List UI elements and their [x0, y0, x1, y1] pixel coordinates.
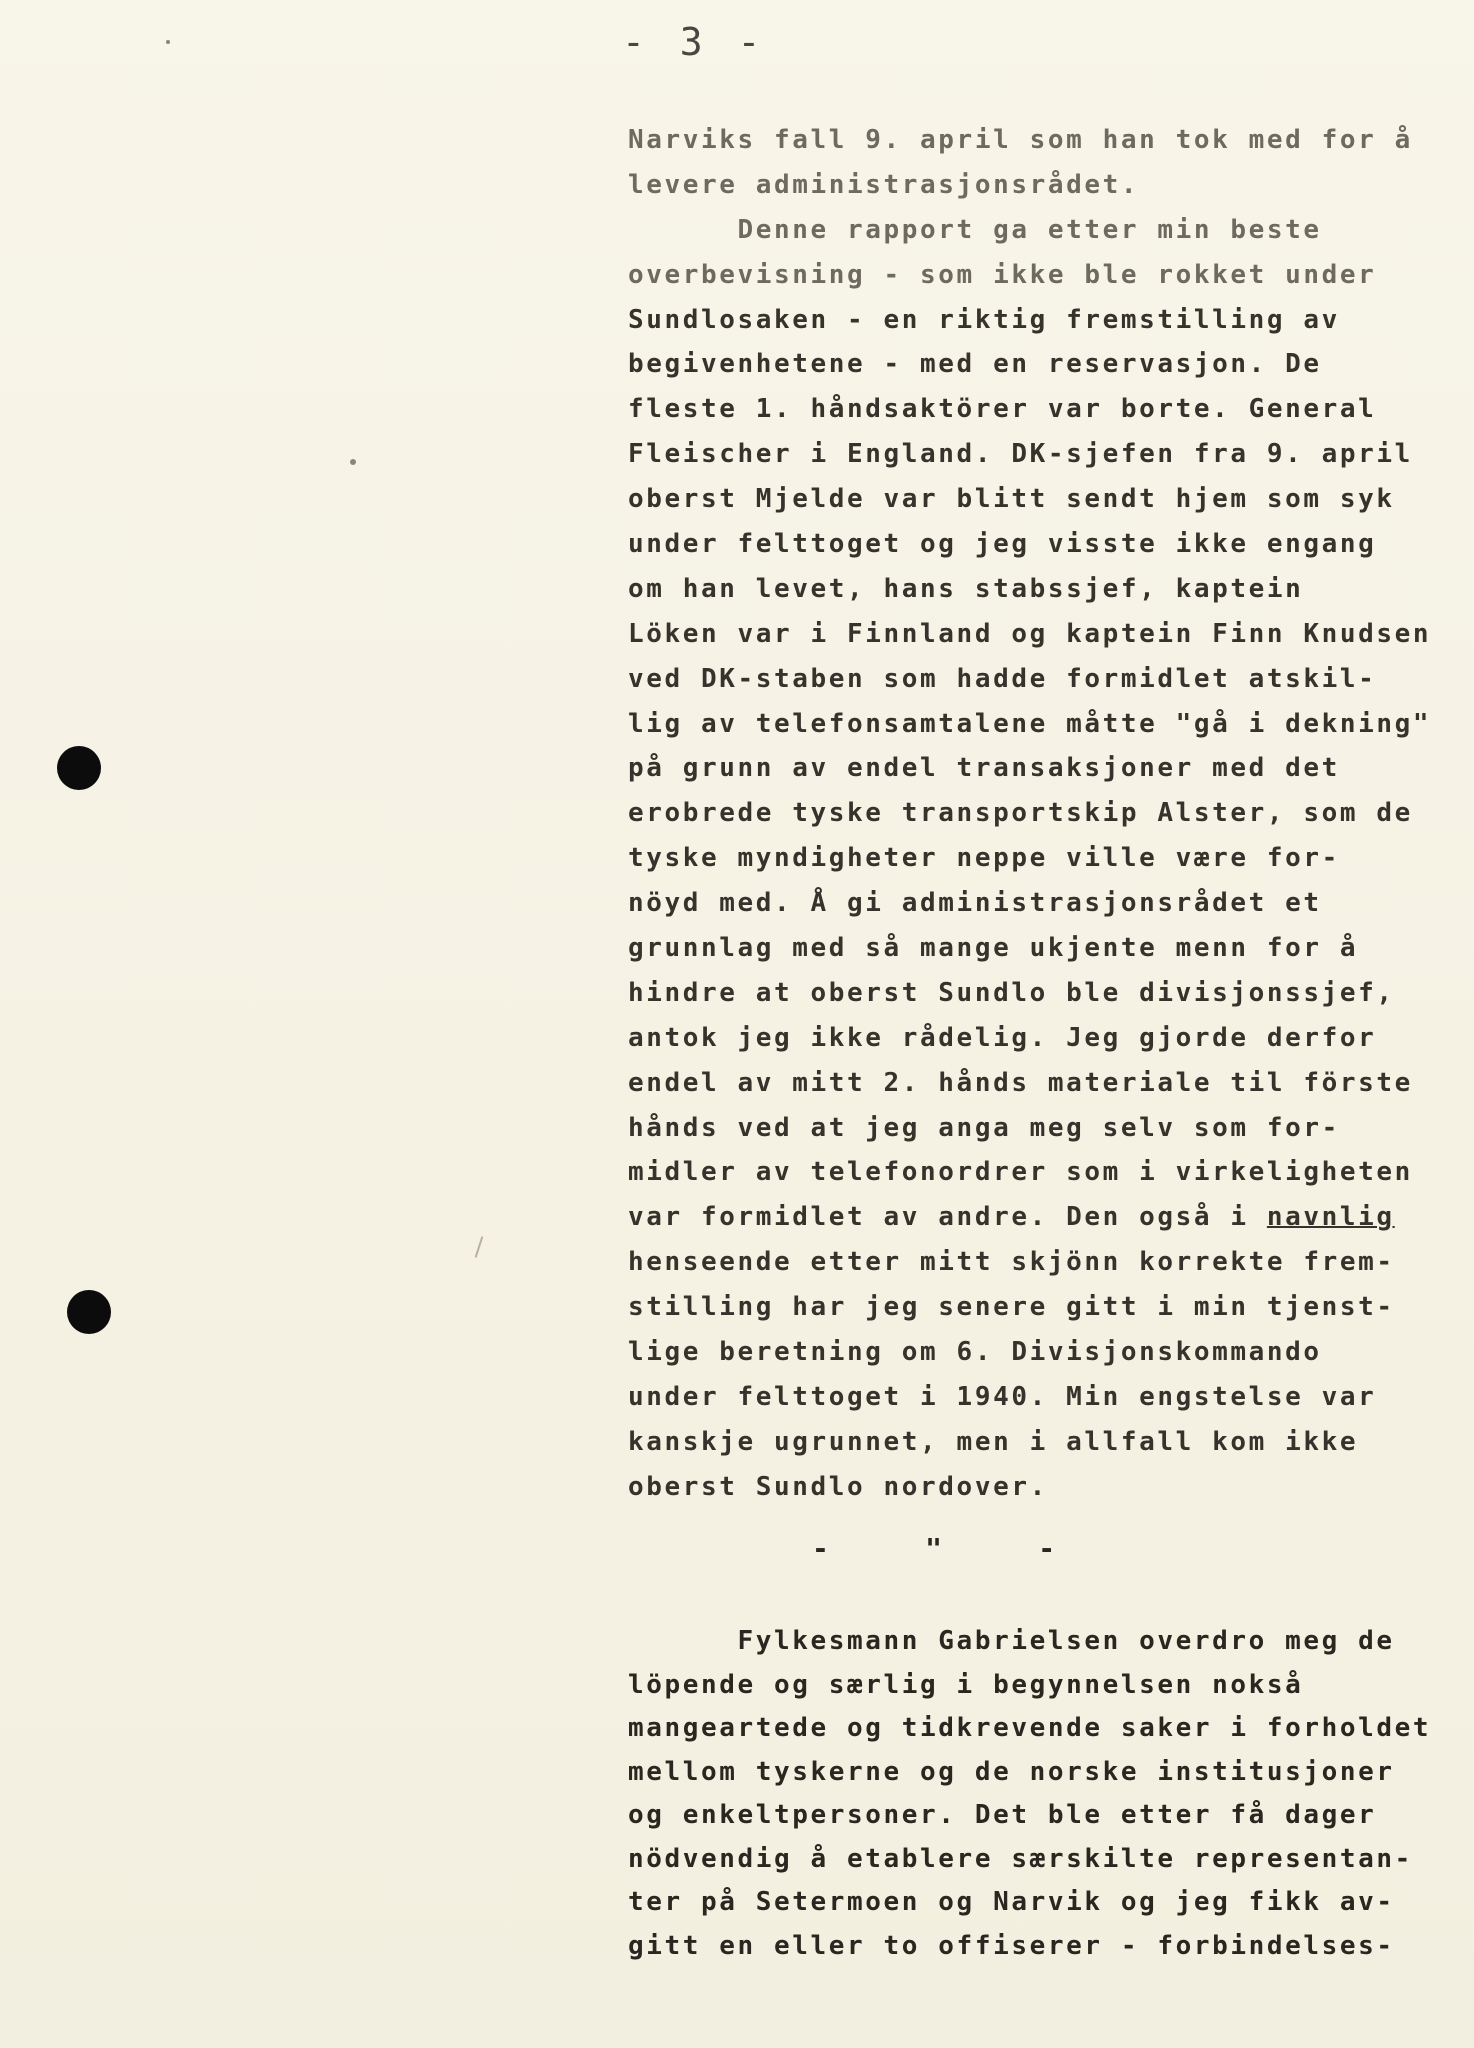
text-line: Fleischer i England. DK-sjefen fra 9. april	[628, 439, 1413, 470]
text-line: löpende og særlig i begynnelsen nokså	[628, 1669, 1304, 1700]
text-line: endel av mitt 2. hånds materiale til förste	[628, 1067, 1413, 1098]
text-line: hindre at oberst Sundlo ble divisjonssjef,	[628, 977, 1395, 1008]
text-line: Denne rapport ga etter min beste	[628, 214, 1322, 245]
text-line: kanskje ugrunnet, men i allfall kom ikke	[628, 1426, 1359, 1457]
page-number: - 3 -	[622, 20, 767, 64]
typed-paragraph-2	[628, 1620, 1432, 1968]
text-line: gitt en eller to offiserer - forbindelses-	[628, 1930, 1395, 1961]
text-line: Löken var i Finnland og kaptein Finn Knudsen	[628, 618, 1432, 649]
text-line: overbevisning - som ikke ble rokket under	[628, 259, 1377, 290]
punch-hole	[67, 1290, 111, 1334]
paper-speck	[350, 459, 356, 465]
text-line: på grunn av endel transaksjoner med det	[628, 753, 1340, 784]
text-line: Fylkesmann Gabrielsen overdro meg de	[628, 1626, 1395, 1656]
text-line: midler av telefonordrer som i virkeligheten	[628, 1157, 1413, 1188]
text-line: Narviks fall 9. april som han tok med for å	[628, 125, 1413, 155]
text-line: og enkeltpersoner. Det ble etter få dager	[628, 1800, 1377, 1830]
text-line: under felttoget i 1940. Min engstelse var	[628, 1381, 1377, 1412]
text-line: under felttoget og jeg visste ikke engang	[628, 529, 1377, 560]
text-line: mellom tyskerne og de norske institusjoner	[628, 1756, 1395, 1787]
pencil-mark	[475, 1236, 484, 1258]
text-line: antok jeg ikke rådelig. Jeg gjorde derfor	[628, 1022, 1377, 1053]
text-line: ved DK-staben som hadde formidlet atskil-	[628, 663, 1377, 694]
typed-paragraph-1	[628, 118, 1432, 1510]
text-line: stilling har jeg senere gitt i min tjenst-	[628, 1292, 1395, 1323]
text-line: tyske myndigheter neppe ville være for-	[628, 843, 1340, 874]
text-line: oberst Mjelde var blitt sendt hjem som syk	[628, 484, 1395, 515]
text-line: var formidlet av andre. Den også i navnlig	[628, 1202, 1395, 1233]
text-line: nöyd med. Å gi administrasjonsrådet et	[628, 888, 1322, 919]
text-line: oberst Sundlo nordover.	[628, 1471, 1048, 1502]
text-line: om han levet, hans stabssjef, kaptein	[628, 573, 1304, 604]
text-line: erobrede tyske transportskip Alster, som de	[628, 798, 1413, 829]
text-line: grunnlag med så mange ukjente menn for å	[628, 933, 1359, 964]
text-line: mangeartede og tidkrevende saker i forholdet	[628, 1713, 1432, 1743]
text-line: levere administrasjonsrådet.	[628, 169, 1140, 200]
section-separator: - " -	[812, 1532, 1058, 1565]
text-line: Sundlosaken - en riktig fremstilling av	[628, 304, 1340, 335]
text-line: fleste 1. håndsaktörer var borte. General	[628, 394, 1377, 425]
text-line: lig av telefonsamtalene måtte "gå i dekning"	[628, 708, 1432, 739]
text-line: nödvendig å etablere særskilte representan-	[628, 1843, 1413, 1874]
paper-speck	[166, 40, 170, 44]
text-line: ter på Setermoen og Narvik og jeg fikk av-	[628, 1887, 1395, 1917]
underlined-word: navnlig	[1266, 1202, 1395, 1233]
text-line: begivenhetene - med en reservasjon. De	[628, 349, 1322, 380]
punch-hole	[57, 746, 101, 790]
text-line: henseende etter mitt skjönn korrekte frem-	[628, 1247, 1395, 1278]
text-line: lige beretning om 6. Divisjonskommando	[628, 1337, 1322, 1368]
text-line: hånds ved at jeg anga meg selv som for-	[628, 1112, 1340, 1143]
